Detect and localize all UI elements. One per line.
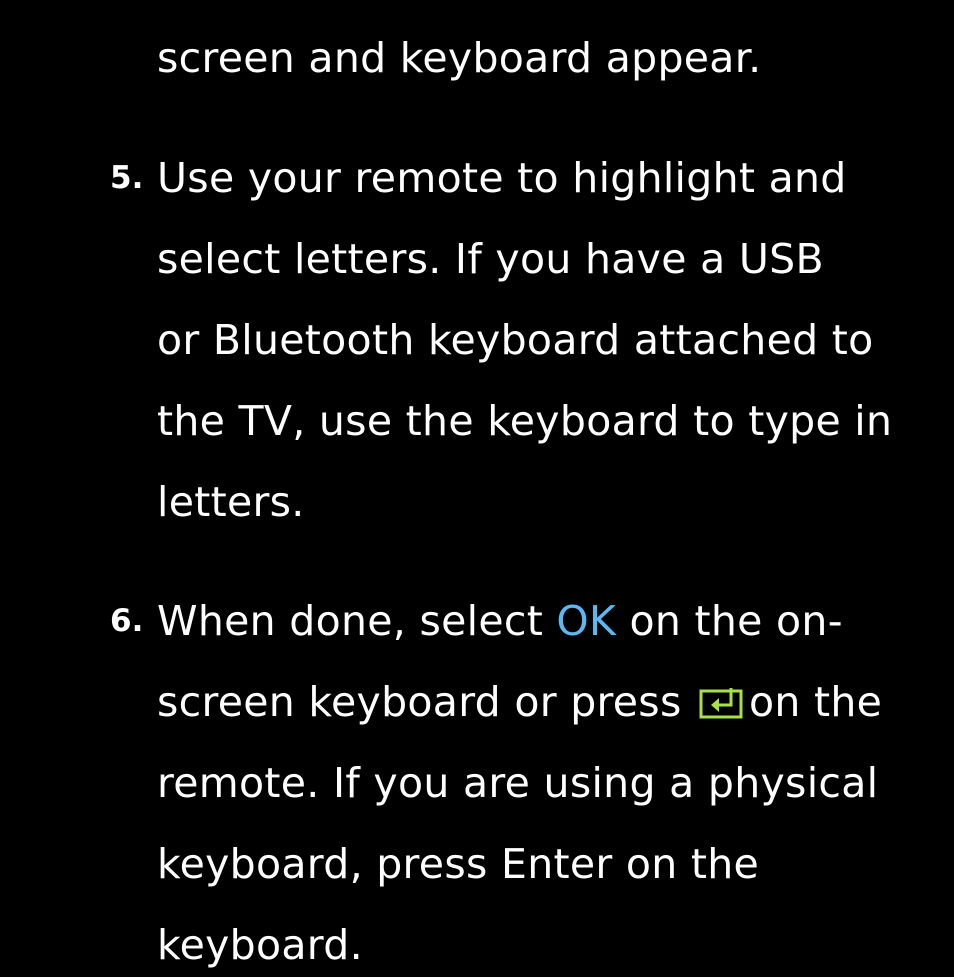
step-6-line-1-start: When done, select [157,597,557,645]
step-5-line-3: or Bluetooth keyboard attached to [157,316,874,364]
ok-label: OK [556,597,617,645]
step-6-line-5: keyboard. [157,921,363,969]
step-5-line-2: select letters. If you have a USB [157,235,824,283]
step-6-number: 6. [110,603,144,639]
step-6-line-4: keyboard, press Enter on the [157,840,760,888]
step-6-line-2-end: on the [748,678,883,726]
step-6-line-1 [157,596,843,646]
step-5-line-1: Use your remote to highlight and [157,154,847,202]
step-5-line-5: letters. [157,478,305,526]
step-6-line-1-end: on the on- [616,597,843,645]
intro-line: screen and keyboard appear. [157,34,762,82]
step-5-number: 5. [110,160,144,196]
step-6-line-3: remote. If you are using a physical [157,759,879,807]
step-5-line-4: the TV, use the keyboard to type in [157,397,893,445]
step-6-line-2-start: screen keyboard or press [157,678,695,726]
enter-key-icon [699,687,743,719]
step-6-line-2 [157,677,882,727]
